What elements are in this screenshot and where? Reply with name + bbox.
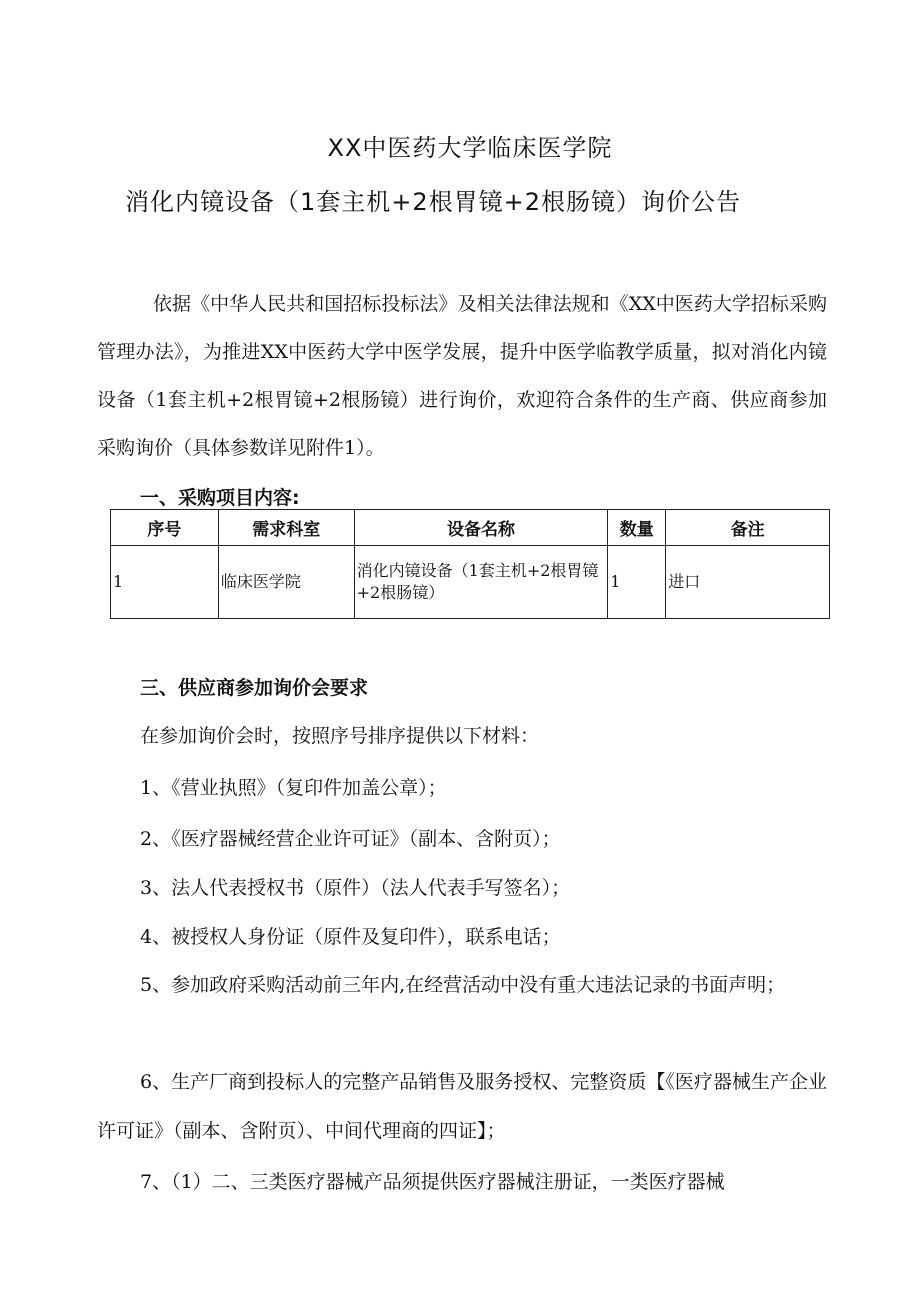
list-item: 5、参加政府采购活动前三年内,在经营活动中没有重大违法记录的书面声明； <box>140 974 786 996</box>
list-item: 6、生产厂商到投标人的完整产品销售及服务授权、完整资质【《医疗器械生产企业许可证》（副本、含附页）、中间代理商的四证】； <box>97 1071 827 1142</box>
table-header-cell: 备注 <box>666 510 830 546</box>
list-item: 2、《医疗器械经营企业许可证》（副本、含附页）； <box>140 828 561 850</box>
document-title: XX中医药大学临床医学院 <box>327 134 613 162</box>
table-header-cell: 需求科室 <box>218 510 354 546</box>
table-cell-quantity: 1 <box>608 546 666 619</box>
table-header-cell: 数量 <box>608 510 666 546</box>
table-cell-department: 临床医学院 <box>218 546 354 619</box>
table-cell-index: 1 <box>111 546 219 619</box>
table-cell-equipment: 消化内镜设备（1套主机+2根胃镜+2根肠镜） <box>354 546 608 619</box>
table-header-cell: 序号 <box>111 510 219 546</box>
list-item: 7、（1）二、三类医疗器械产品须提供医疗器械注册证，一类医疗器械 <box>140 1171 725 1193</box>
list-item: 3、法人代表授权书（原件）（法人代表手写签名）； <box>140 877 571 899</box>
section-heading-procurement: 一、采购项目内容: <box>140 487 300 509</box>
requirements-intro: 在参加询价会时，按照序号排序提供以下材料： <box>140 725 540 747</box>
table-row <box>111 546 830 619</box>
table-header-cell: 设备名称 <box>354 510 608 546</box>
table-header-row <box>111 510 830 546</box>
list-item: 1、《营业执照》（复印件加盖公章）； <box>140 777 447 799</box>
document-subtitle: 消化内镜设备（1套主机+2根胃镜+2根肠镜）询价公告 <box>124 188 742 216</box>
procurement-table <box>110 509 830 619</box>
section-heading-requirements: 三、供应商参加询价会要求 <box>140 677 369 699</box>
table-cell-remark: 进口 <box>666 546 830 619</box>
list-item: 4、被授权人身份证（原件及复印件），联系电话； <box>140 926 561 948</box>
intro-paragraph: 依据《中华人民共和国招标投标法》及相关法律法规和《XX中医药大学招标采购管理办法》，为推进XX中医药大学中医学发展，提升中医学临教学质量，拟对消化内镜设备（1套主机+2根胃镜+2根肠镜）进行询价，欢迎符合条件的生产商、供应商参加采购询价（具体参数详见附件1）。 <box>97 293 827 459</box>
